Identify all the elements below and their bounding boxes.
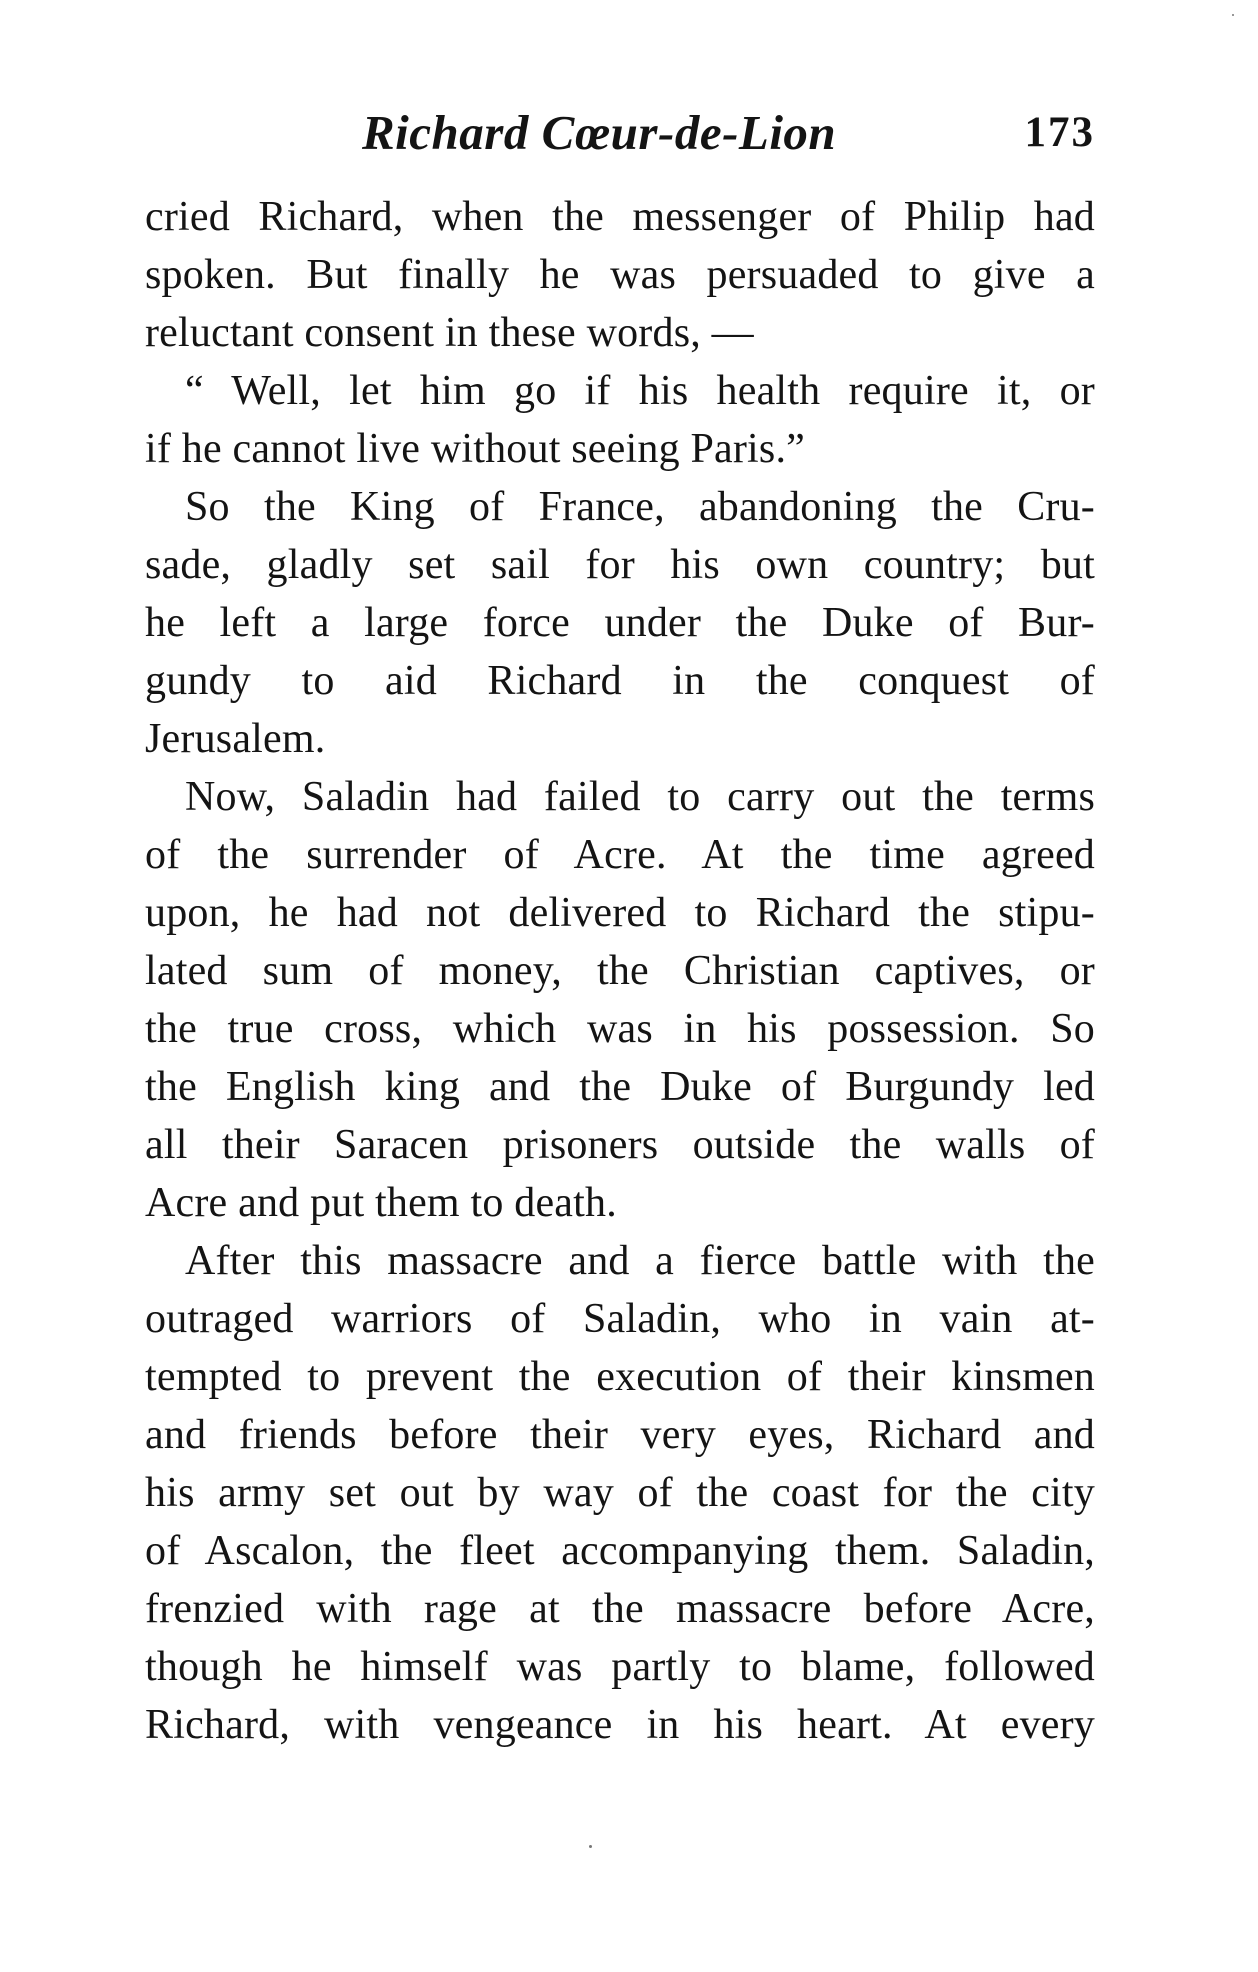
paragraph — [145, 1232, 1095, 1754]
text-line: upon, he had not delivered to Richard the stipu- — [145, 890, 1095, 936]
text-line: if he cannot live without seeing Paris.” — [145, 426, 806, 472]
text-line: “ Well, let him go if his health require it, or — [185, 368, 1095, 414]
scan-speck — [1232, 14, 1234, 16]
text-line: Richard, with vengeance in his heart. At every — [145, 1702, 1095, 1748]
text-line: of Ascalon, the fleet accompanying them. Saladin, — [145, 1528, 1095, 1574]
text-line: and friends before their very eyes, Richard and — [145, 1412, 1095, 1458]
text-line: After this massacre and a fierce battle with the — [185, 1238, 1095, 1284]
body-text — [145, 188, 1095, 1754]
paragraph — [145, 768, 1095, 1232]
text-line: he left a large force under the Duke of Bur- — [145, 600, 1095, 646]
text-line: lated sum of money, the Christian captives, or — [145, 948, 1095, 994]
text-line: reluctant consent in these words, — — [145, 310, 754, 356]
text-line: the English king and the Duke of Burgundy led — [145, 1064, 1095, 1110]
text-line: all their Saracen prisoners outside the walls of — [145, 1122, 1095, 1168]
text-line: sade, gladly set sail for his own country; but — [145, 542, 1095, 588]
text-line: though he himself was partly to blame, followed — [145, 1644, 1095, 1690]
text-line: spoken. But finally he was persuaded to give a — [145, 252, 1095, 298]
text-line: Now, Saladin had failed to carry out the terms — [185, 774, 1095, 820]
scan-speck — [589, 1845, 592, 1848]
text-line: gundy to aid Richard in the conquest of — [145, 658, 1095, 704]
text-line: of the surrender of Acre. At the time agreed — [145, 832, 1095, 878]
page-number: 173 — [1024, 109, 1095, 156]
text-line: his army set out by way of the coast for the city — [145, 1470, 1095, 1516]
paragraph — [145, 362, 1095, 478]
running-head — [145, 98, 1095, 168]
paragraph — [145, 478, 1095, 768]
text-line: outraged warriors of Saladin, who in vain at- — [145, 1296, 1095, 1342]
text-line: cried Richard, when the messenger of Philip had — [145, 194, 1095, 240]
text-line: the true cross, which was in his possession. So — [145, 1006, 1095, 1052]
text-line: Acre and put them to death. — [145, 1180, 617, 1226]
text-line: So the King of France, abandoning the Cru- — [185, 484, 1095, 530]
running-title: Richard Cœur-de-Lion — [362, 105, 837, 160]
text-line: tempted to prevent the execution of their kinsmen — [145, 1354, 1095, 1400]
paragraph — [145, 188, 1095, 362]
text-line: Jerusalem. — [145, 716, 326, 762]
text-line: frenzied with rage at the massacre before Acre, — [145, 1586, 1095, 1632]
